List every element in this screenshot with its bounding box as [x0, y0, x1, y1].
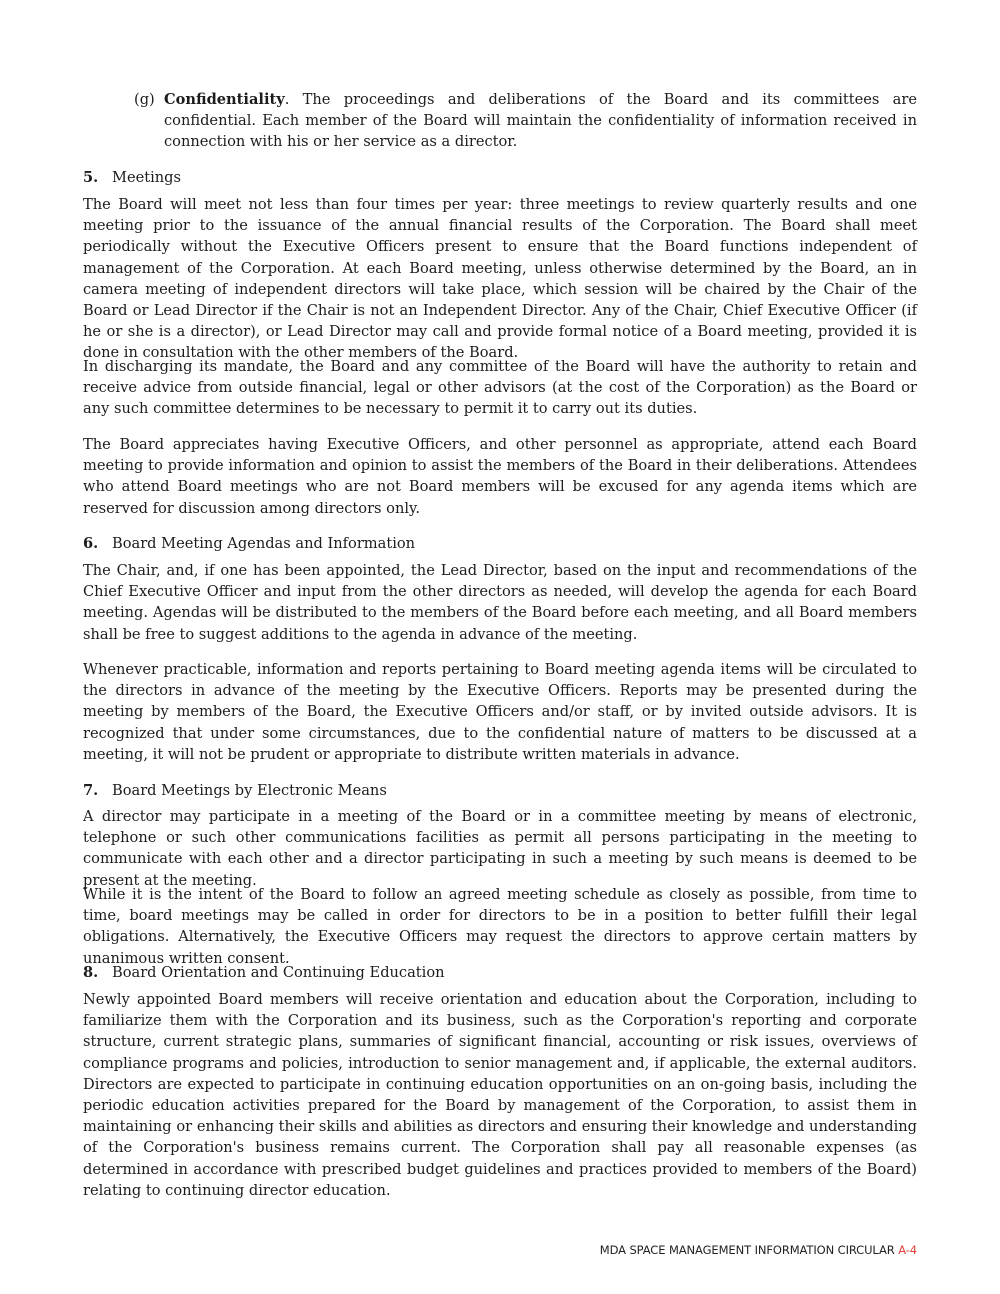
paragraph: While it is the intent of the Board to follow an agreed meeting schedule as closely as possible, from time to time, board meetings may be called in order for directors to be in a position to better fulfill their legal obligations. Alternatively, the Executive Officers may request the directors to approve certain matters by unanimous written consent. [83, 886, 917, 967]
section-number: 8. [83, 964, 99, 981]
paragraph: The Board will meet not less than four times per year: three meetings to review quarterly results and one meeting prior to the issuance of the annual financial results of the Corporation. The Board shall meet periodically without the Executive Officers present to ensure that the Board functions independent of management of the Corporation. At each Board meeting, unless otherwise determined by the Board, an in camera meeting of independent directors will take place, which session will be chaired by the Chair of the Board or Lead Director if the Chair is not an Independent Director. Any of the Chair, Chief Executive Officer (if he or she is a director), or Lead Director may call and provide formal notice of a Board meeting, provided it is done in consultation with the other members of the Board. [83, 196, 917, 362]
section-title: Meetings [112, 169, 181, 186]
list-item-text [164, 89, 917, 153]
section-number: 5. [83, 169, 99, 186]
page-number: A-4 [898, 1243, 917, 1257]
section-title: Board Orientation and Continuing Education [112, 964, 445, 981]
section-title: Board Meeting Agendas and Information [112, 535, 416, 552]
paragraph: Newly appointed Board members will receive orientation and education about the Corporation, including to familiarize them with the Corporation and its business, such as the Corporation's reporting and corporate structure, current strategic plans, summaries of significant financial, accounting or risk issues, overviews of compliance programs and policies, introduction to senior management and, if applicable, the external auditors. Directors are expected to participate in continuing education opportunities on an on-going basis, including the periodic education activities prepared for the Board by management of the Corporation, to assist them in maintaining or enhancing their skills and abilities as directors and ensuring their knowledge and understanding of the Corporation's business remains current. The Corporation shall pay all reasonable expenses (as determined in accordance with prescribed budget guidelines and practices provided to members of the Board) relating to continuing director education. [83, 991, 917, 1199]
section-number: 7. [83, 782, 99, 799]
list-item-body: . The proceedings and deliberations of the Board and its committees are confidential. Each member of the Board will maintain the confidentiality of information received in connection with his or her service as a director. [164, 91, 917, 151]
paragraph: In discharging its mandate, the Board and any committee of the Board will have the authority to retain and receive advice from outside financial, legal or other advisors (at the cost of the Corporation) as the Board or any such committee determines to be necessary to permit it to carry out its duties. [83, 358, 917, 418]
paragraph: Whenever practicable, information and reports pertaining to Board meeting agenda items will be circulated to the directors in advance of the meeting by the Executive Officers. Reports may be presented during the meeting by members of the Board, the Executive Officers and/or staff, or by invited outside advisors. It is recognized that under some circumstances, due to the confidential nature of matters to be discussed at a meeting, it will not be prudent or appropriate to distribute written materials in advance. [83, 661, 917, 763]
list-item-label: (g) [134, 91, 155, 108]
footer-text: MDA SPACE MANAGEMENT INFORMATION CIRCULAR [599, 1243, 899, 1257]
section-number: 6. [83, 535, 99, 552]
section-heading-5 [83, 167, 181, 188]
section-heading-7 [83, 780, 387, 801]
paragraph: A director may participate in a meeting of the Board or in a committee meeting by means of electronic, telephone or such other communications facilities as permit all persons participating in the meeting to communicate with each other and a director participating in such a meeting by such means is deemed to be present at the meeting. [83, 808, 917, 889]
section-heading-8 [83, 962, 445, 983]
page-footer [600, 1240, 917, 1261]
paragraph: The Board appreciates having Executive Officers, and other personnel as appropriate, attend each Board meeting to provide information and opinion to assist the members of the Board in their deliberations. Attendees who attend Board meetings who are not Board members will be excused for any agenda items which are reserved for discussion among directors only. [83, 436, 917, 517]
list-item-g [134, 89, 917, 153]
section-title: Board Meetings by Electronic Means [112, 782, 387, 799]
section-heading-6 [83, 533, 415, 554]
paragraph: The Chair, and, if one has been appointed, the Lead Director, based on the input and recommendations of the Chief Executive Officer and input from the other directors as needed, will develop the agenda for each Board meeting. Agendas will be distributed to the members of the Board before each meeting, and all Board members shall be free to suggest additions to the agenda in advance of the meeting. [83, 562, 917, 643]
list-item-title: Confidentiality [164, 91, 285, 108]
